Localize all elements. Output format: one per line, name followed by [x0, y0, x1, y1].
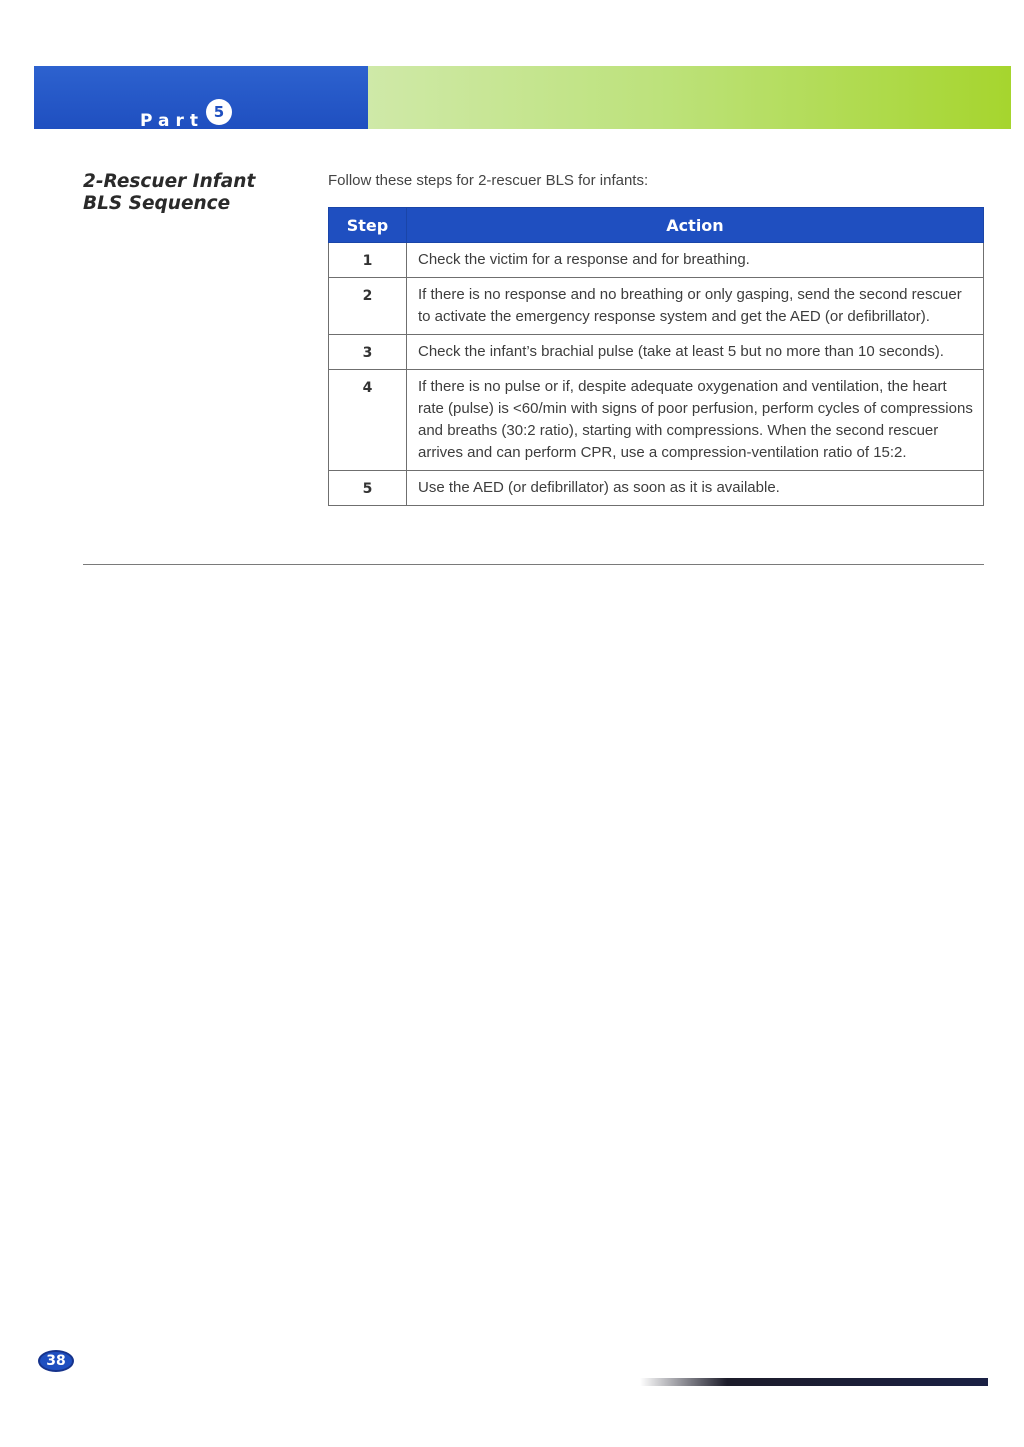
section-title: 2-Rescuer Infant BLS Sequence: [83, 171, 256, 214]
step-action: If there is no pulse or if, despite adequate oxygenation and ventilation, the heart rate (pulse) is <60/min with signs of poor perfusion, perform cycles of compressions and breaths (30:2 ratio), starting with compressions. When the second rescuer arrives and can perform CPR, use a compression-ventilation ratio of 15:2.: [407, 370, 984, 471]
step-number: 4: [329, 370, 407, 471]
table-row: [329, 471, 984, 506]
step-action: Check the victim for a response and for breathing.: [407, 243, 984, 278]
part-label: [140, 99, 232, 132]
table-row: [329, 370, 984, 471]
part-word: Part: [140, 111, 204, 131]
part-number-badge: 5: [206, 99, 232, 125]
table-row: [329, 243, 984, 278]
action-column-header: Action: [407, 208, 984, 243]
section-divider: [83, 564, 984, 565]
step-column-header: Step: [329, 208, 407, 243]
step-number: 2: [329, 278, 407, 335]
step-number: 5: [329, 471, 407, 506]
table-header-row: [329, 208, 984, 243]
step-action: Use the AED (or defibrillator) as soon as it is available.: [407, 471, 984, 506]
table-row: [329, 278, 984, 335]
step-number: 1: [329, 243, 407, 278]
table-row: [329, 335, 984, 370]
bls-sequence-table: [328, 207, 984, 506]
step-action: If there is no response and no breathing or only gasping, send the second rescuer to activate the emergency response system and get the AED (or defibrillator).: [407, 278, 984, 335]
intro-text: Follow these steps for 2-rescuer BLS for infants:: [328, 172, 649, 189]
page-number-badge: 38: [38, 1350, 74, 1372]
footer-rule: [640, 1378, 988, 1386]
part-header-green: [368, 66, 1011, 129]
part-header-blue: [34, 66, 368, 129]
step-number: 3: [329, 335, 407, 370]
part-header-band: [34, 66, 1011, 129]
step-action: Check the infant’s brachial pulse (take at least 5 but no more than 10 seconds).: [407, 335, 984, 370]
